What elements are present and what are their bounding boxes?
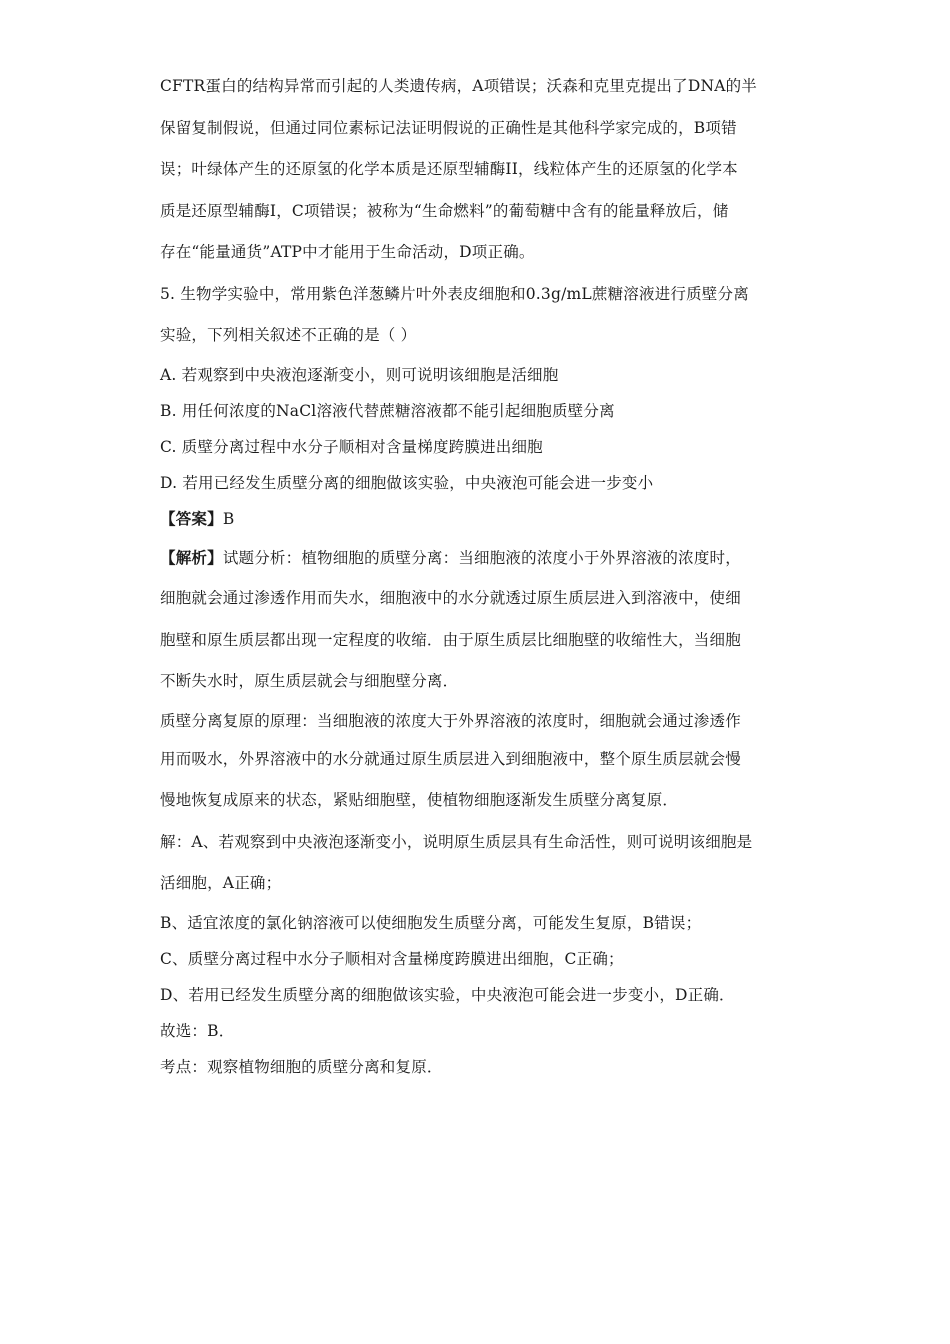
- analysis-first-line: [160, 537, 800, 579]
- analysis-line: 细胞就会通过渗透作用而失水，细胞液中的水分就透过原生质层进入到溶液中，使细: [160, 589, 741, 607]
- solution-line: 解：A、若观察到中央液泡逐渐变小，说明原生质层具有生命活性，则可说明该细胞是: [160, 832, 753, 851]
- option-b: B. 用任何浓度的NaCl溶液代替蔗糖溶液都不能引起细胞质壁分离: [160, 401, 615, 420]
- prev-analysis-line: 误；叶绿体产生的还原氢的化学本质是还原型辅酶II，线粒体产生的还原氢的化学本: [160, 160, 738, 178]
- answer-value: B: [222, 509, 235, 528]
- prev-analysis: [160, 66, 800, 274]
- option-d: D. 若用已经发生质壁分离的细胞做该实验，中央液泡可能会进一步变小: [160, 473, 654, 492]
- solution-line: 活细胞，A正确；: [160, 874, 282, 892]
- topic: 考点：观察植物细胞的质壁分离和复原．: [160, 1057, 443, 1076]
- analysis-line: 不断失水时，原生质层就会与细胞壁分离．: [160, 672, 459, 690]
- analysis-line: 胞壁和原生质层都出现一定程度的收缩．由于原生质层比细胞壁的收缩性大，当细胞: [160, 630, 741, 649]
- solution-item: B、适宜浓度的氯化钠溶液可以使细胞发生质壁分离，可能发生复原，B错误；: [160, 913, 702, 932]
- analysis-line: 用而吸水，外界溶液中的水分就通过原生质层进入到细胞液中，整个原生质层就会慢: [160, 749, 741, 768]
- question-stem-line: 5. 生物学实验中，常用紫色洋葱鳞片叶外表皮细胞和0.3g/mL蔗糖溶液进行质壁分离: [160, 284, 749, 303]
- answer-label: 【答案】: [160, 508, 223, 528]
- analysis-line: 质壁分离复原的原理：当细胞液的浓度大于外界溶液的浓度时，细胞就会通过渗透作: [160, 711, 741, 730]
- answer: [160, 501, 800, 537]
- prev-analysis-line: 存在“能量通货”ATP中才能用于生命活动，D项正确。: [160, 243, 535, 261]
- question: [160, 274, 800, 501]
- solution-item: C、质壁分离过程中水分子顺相对含量梯度跨膜进出细胞，C正确；: [160, 949, 624, 968]
- prev-analysis-line: 保留复制假说，但通过同位素标记法证明假说的正确性是其他科学家完成的，B项错: [160, 118, 737, 137]
- option-c: C. 质壁分离过程中水分子顺相对含量梯度跨膜进出细胞: [160, 437, 543, 456]
- analysis-line: 慢地恢复成原来的状态，紧贴细胞壁，使植物细胞逐渐发生质壁分离复原．: [160, 791, 679, 809]
- analysis: [160, 537, 800, 1085]
- prev-analysis-line: 质是还原型辅酶I，C项错误；被称为“生命燃料”的葡萄糖中含有的能量释放后，储: [160, 201, 729, 220]
- final-choice: 故选：B．: [160, 1021, 235, 1040]
- analysis-first-text: 试题分析：植物细胞的质壁分离：当细胞液的浓度小于外界溶液的浓度时，: [222, 548, 741, 567]
- analysis-label: 【解析】: [160, 547, 223, 567]
- document-page: [160, 66, 800, 1085]
- option-a: A. 若观察到中央液泡逐渐变小，则可说明该细胞是活细胞: [160, 365, 559, 384]
- prev-analysis-line: CFTR蛋白的结构异常而引起的人类遗传病，A项错误；沃森和克里克提出了DNA的半: [160, 77, 758, 95]
- question-stem-line: 实验，下列相关叙述不正确的是（ ）: [160, 326, 417, 344]
- solution-item: D、若用已经发生质壁分离的细胞做该实验，中央液泡可能会进一步变小，D正确．: [160, 985, 735, 1004]
